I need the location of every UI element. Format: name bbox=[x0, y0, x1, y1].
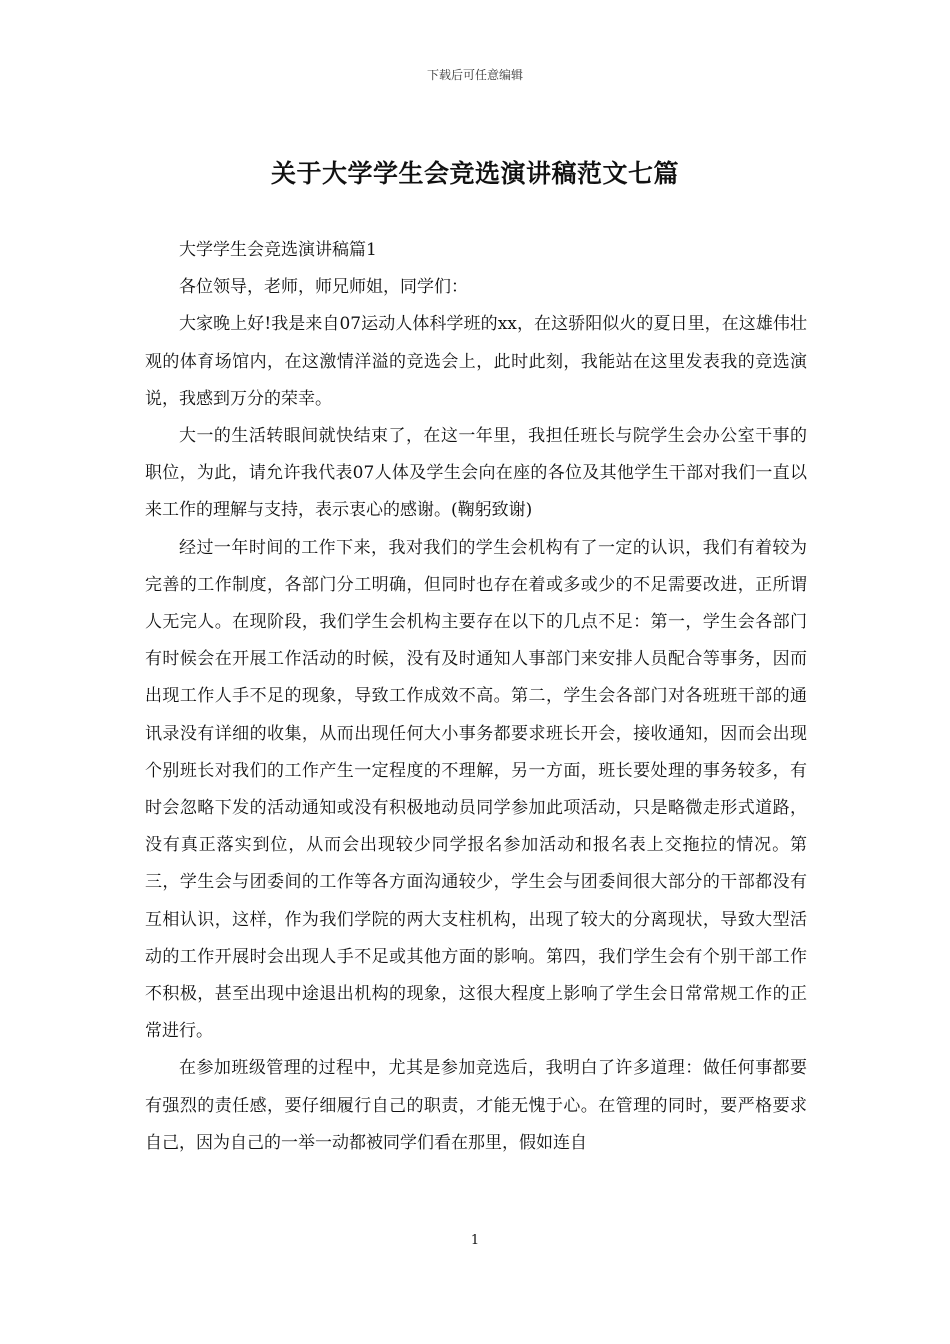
paragraph-3: 经过一年时间的工作下来，我对我们的学生会机构有了一定的认识，我们有着较为完善的工作制度，各部门分工明确，但同时也存在着或多或少的不足需要改进，正所谓人无完人。在现阶段，我们学生会机构主要存在以下的几点不足：第一，学生会各部门有时候会在开展工作活动的时候，没有及时通知人事部门来安排人员配合等事务，因而出现工作人手不足的现象，导致工作成效不高。第二，学生会各部门对各班班干部的通讯录没有详细的收集，从而出现任何大小事务都要求班长开会，接收通知，因而会出现个别班长对我们的工作产生一定程度的不理解，另一方面，班长要处理的事务较多，有时会忽略下发的活动通知或没有积极地动员同学参加此项活动，只是略微走形式道路，没有真正落实到位，从而会出现较少同学报名参加活动和报名表上交拖拉的情况。第三，学生会与团委间的工作等各方面沟通较少，学生会与团委间很大部分的干部都没有互相认识，这样，作为我们学院的两大支柱机构，出现了较大的分离现状，导致大型活动的工作开展时会出现人手不足或其他方面的影响。第四，我们学生会有个别干部工作不积极，甚至出现中途退出机构的现象，这很大程度上影响了学生会日常常规工作的正常进行。 bbox=[145, 537, 807, 1042]
paragraph-1: 大家晚上好!我是来自07运动人体科学班的xx，在这骄阳似火的夏日里，在这雄伟壮观的体育场馆内，在这激情洋溢的竞选会上，此时此刻，我能站在这里发表我的竞选演说，我感到万分的荣幸。 bbox=[145, 314, 807, 409]
paragraph-2: 大一的生活转眼间就快结束了，在这一年里，我担任班长与院学生会办公室干事的职位，为此，请允许我代表07人体及学生会向在座的各位及其他学生干部对我们一直以来工作的理解与支持，表示衷心的感谢。(鞠躬致谢) bbox=[145, 426, 807, 521]
page-header-note: 下载后可任意编辑 bbox=[426, 68, 523, 82]
document-body bbox=[145, 232, 807, 1162]
page-number: 1 bbox=[470, 1233, 480, 1248]
document-title: 关于大学学生会竞选演讲稿范文七篇 bbox=[270, 159, 679, 188]
paragraph-4: 在参加班级管理的过程中，尤其是参加竞选后，我明白了许多道理：做任何事都要有强烈的责任感，要仔细履行自己的职责，才能无愧于心。在管理的同时，要严格要求自己，因为自己的一举一动都被同学们看在那里，假如连自 bbox=[145, 1058, 807, 1153]
section-heading: 大学学生会竞选演讲稿篇1 bbox=[179, 240, 377, 260]
greeting-line: 各位领导，老师，师兄师姐，同学们： bbox=[179, 277, 468, 298]
